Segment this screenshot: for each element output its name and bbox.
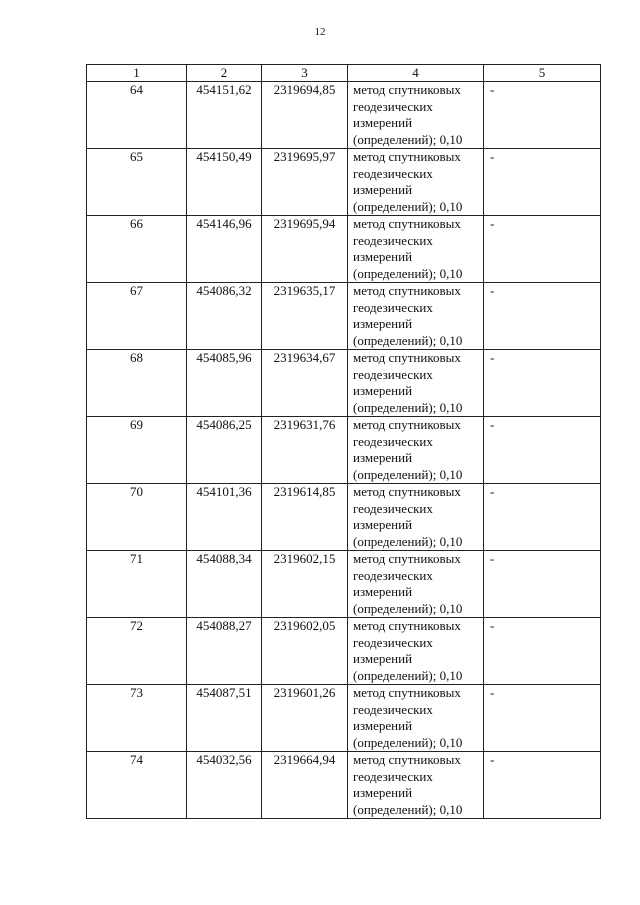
coord-y: 2319694,85 [262,82,348,149]
coord-y: 2319601,26 [262,685,348,752]
method-accuracy: метод спутниковых геодезических измерений (определений); 0,10 [348,484,484,551]
coord-y: 2319602,15 [262,551,348,618]
method-accuracy: метод спутниковых геодезических измерений (определений); 0,10 [348,216,484,283]
coord-x: 454087,51 [187,685,262,752]
point-number: 68 [87,350,187,417]
note: - [484,149,601,216]
table-row [87,417,601,484]
table-row [87,685,601,752]
method-accuracy: метод спутниковых геодезических измерений (определений); 0,10 [348,283,484,350]
point-number: 74 [87,752,187,819]
header-col-1: 1 [87,65,187,82]
coord-x: 454151,62 [187,82,262,149]
note: - [484,417,601,484]
method-accuracy: метод спутниковых геодезических измерений (определений); 0,10 [348,618,484,685]
table-header [87,65,601,82]
table-row [87,283,601,350]
point-number: 65 [87,149,187,216]
method-accuracy: метод спутниковых геодезических измерений (определений); 0,10 [348,350,484,417]
note: - [484,685,601,752]
coord-x: 454101,36 [187,484,262,551]
note: - [484,551,601,618]
coord-x: 454085,96 [187,350,262,417]
coord-y: 2319614,85 [262,484,348,551]
table-row [87,618,601,685]
coord-x: 454088,34 [187,551,262,618]
table-row [87,551,601,618]
coord-x: 454086,25 [187,417,262,484]
note: - [484,216,601,283]
note: - [484,82,601,149]
header-col-3: 3 [262,65,348,82]
method-accuracy: метод спутниковых геодезических измерений (определений); 0,10 [348,417,484,484]
header-col-4: 4 [348,65,484,82]
table-row [87,216,601,283]
table-row [87,484,601,551]
point-number: 73 [87,685,187,752]
coord-y: 2319635,17 [262,283,348,350]
coord-x: 454086,32 [187,283,262,350]
page-number: 12 [314,26,326,38]
note: - [484,618,601,685]
point-number: 66 [87,216,187,283]
table-body [87,82,601,819]
coordinates-table [86,64,601,819]
note: - [484,484,601,551]
coord-y: 2319634,67 [262,350,348,417]
note: - [484,283,601,350]
coord-x: 454088,27 [187,618,262,685]
coord-x: 454032,56 [187,752,262,819]
note: - [484,350,601,417]
coord-x: 454146,96 [187,216,262,283]
point-number: 71 [87,551,187,618]
header-col-2: 2 [187,65,262,82]
method-accuracy: метод спутниковых геодезических измерений (определений); 0,10 [348,551,484,618]
table-row [87,752,601,819]
note: - [484,752,601,819]
coord-x: 454150,49 [187,149,262,216]
point-number: 69 [87,417,187,484]
method-accuracy: метод спутниковых геодезических измерений (определений); 0,10 [348,82,484,149]
table-row [87,82,601,149]
point-number: 70 [87,484,187,551]
point-number: 67 [87,283,187,350]
method-accuracy: метод спутниковых геодезических измерений (определений); 0,10 [348,149,484,216]
coord-y: 2319695,94 [262,216,348,283]
coord-y: 2319695,97 [262,149,348,216]
method-accuracy: метод спутниковых геодезических измерений (определений); 0,10 [348,685,484,752]
point-number: 64 [87,82,187,149]
header-row [87,65,601,82]
coord-y: 2319602,05 [262,618,348,685]
table-row [87,350,601,417]
coord-y: 2319664,94 [262,752,348,819]
table-row [87,149,601,216]
coord-y: 2319631,76 [262,417,348,484]
method-accuracy: метод спутниковых геодезических измерений (определений); 0,10 [348,752,484,819]
header-col-5: 5 [484,65,601,82]
point-number: 72 [87,618,187,685]
